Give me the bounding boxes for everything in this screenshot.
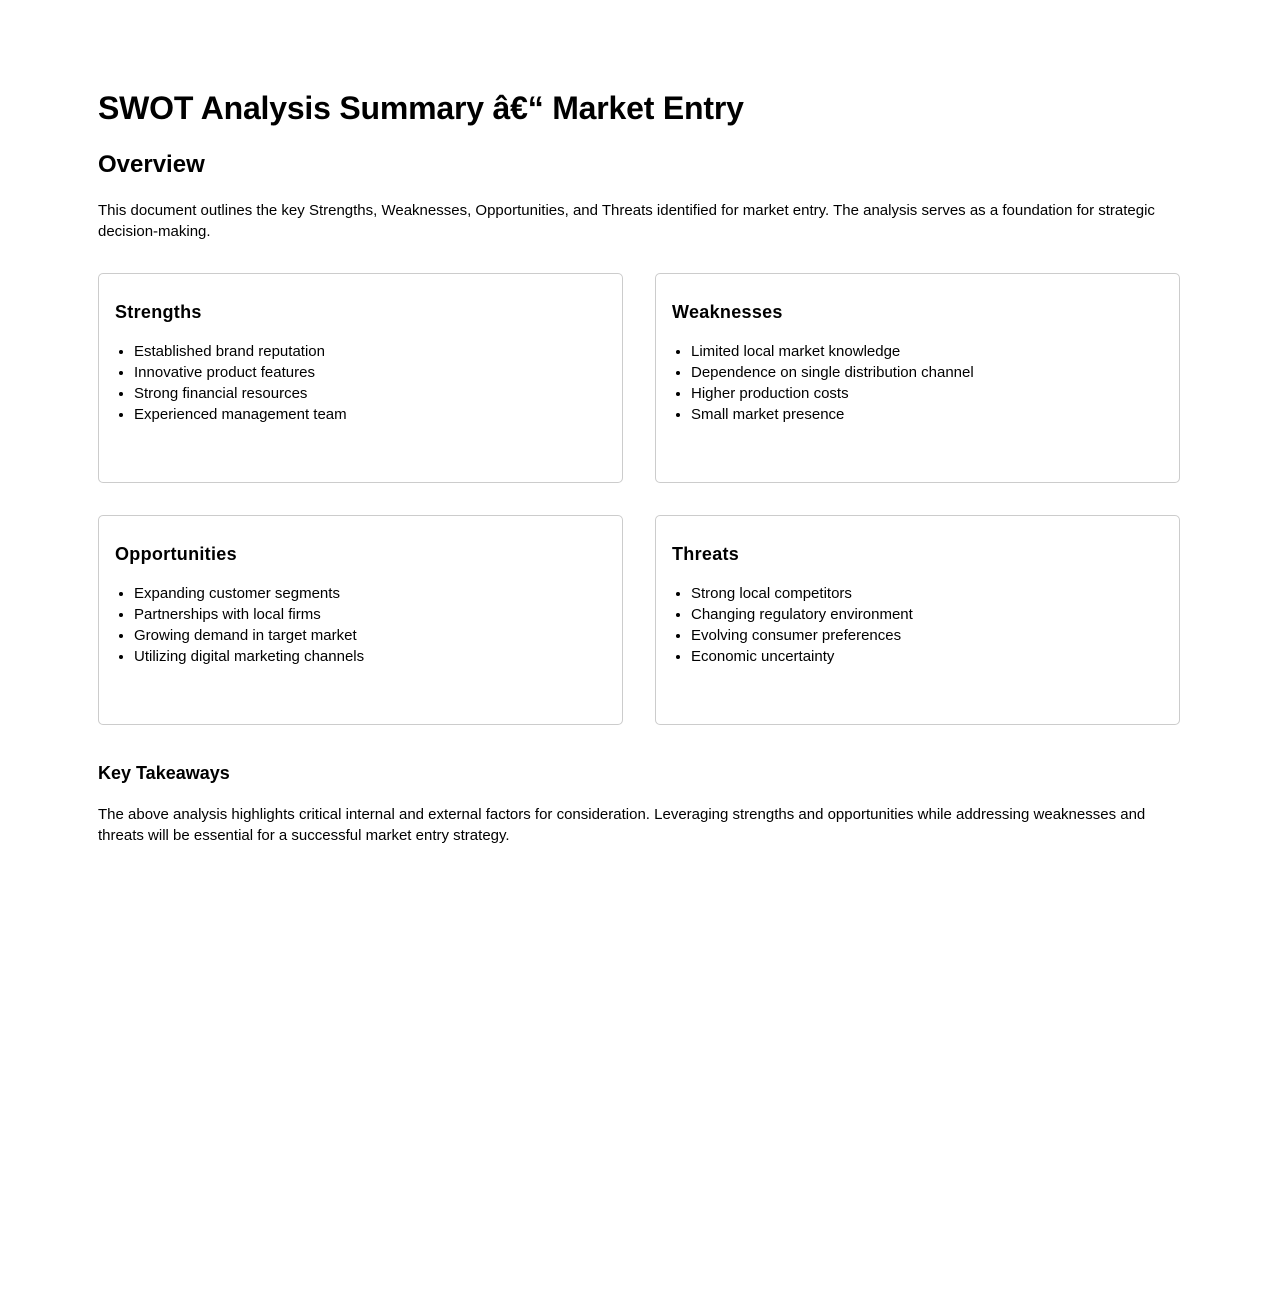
list-item: • Changing regulatory environment: [691, 604, 1163, 625]
list-item: • Partnerships with local firms: [134, 604, 606, 625]
list-item: • Utilizing digital marketing channels: [134, 646, 606, 667]
list-item: • Strong local competitors: [691, 583, 1163, 604]
strengths-heading: Strengths: [115, 302, 202, 322]
opportunities-heading: Opportunities: [115, 544, 237, 564]
list-item: • Experienced management team: [134, 404, 606, 425]
list-item: • Growing demand in target market: [134, 625, 606, 646]
list-item: • Established brand reputation: [134, 341, 606, 362]
strengths-list: [115, 341, 606, 425]
list-item: • Strong financial resources: [134, 383, 606, 404]
takeaways-text: The above analysis highlights critical internal and external factors for consideration. Leveraging strengths and opportunities while addressing weaknesses and threats will be essential for a successful market entry strategy.: [98, 806, 1146, 844]
page-title: SWOT Analysis Summary â€“ Market Entry: [98, 90, 744, 126]
strengths-card: [98, 273, 623, 483]
list-item: • Dependence on single distribution channel: [691, 362, 1163, 383]
list-item: • Economic uncertainty: [691, 646, 1163, 667]
weaknesses-heading: Weaknesses: [672, 302, 783, 322]
list-item: • Small market presence: [691, 404, 1163, 425]
weaknesses-list: [672, 341, 1163, 425]
overview-heading: Overview: [98, 151, 205, 178]
takeaways-heading: Key Takeaways: [98, 763, 230, 783]
list-item: • Expanding customer segments: [134, 583, 606, 604]
overview-text: This document outlines the key Strengths, Weaknesses, Opportunities, and Threats identified for market entry. The analysis serves as a foundation for strategic decision-making.: [98, 202, 1155, 240]
list-item: • Higher production costs: [691, 383, 1163, 404]
opportunities-list: [115, 583, 606, 667]
threats-card: [655, 515, 1180, 725]
swot-grid: [98, 273, 1180, 725]
list-item: • Innovative product features: [134, 362, 606, 383]
threats-list: [672, 583, 1163, 667]
list-item: • Limited local market knowledge: [691, 341, 1163, 362]
threats-heading: Threats: [672, 544, 740, 564]
list-item: • Evolving consumer preferences: [691, 625, 1163, 646]
weaknesses-card: [655, 273, 1180, 483]
opportunities-card: [98, 515, 623, 725]
